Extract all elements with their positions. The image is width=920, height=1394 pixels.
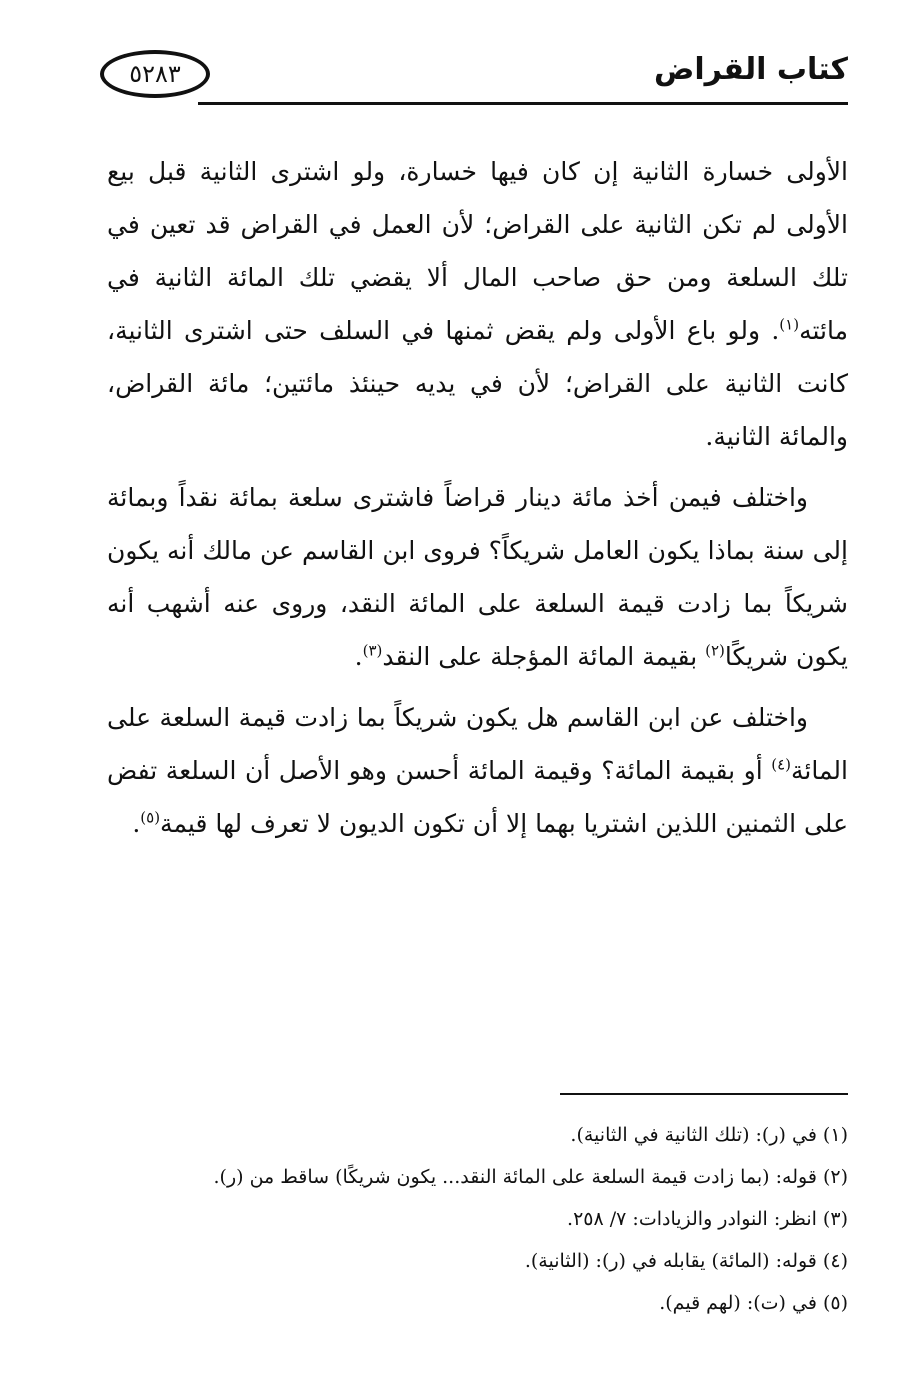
footnote-5: (٥) في (ت): (لهم قيم). (659, 1292, 848, 1314)
footnote-ref-2: (٢) (705, 641, 725, 660)
paragraph-2-text-a: واختلف فيمن أخذ مائة دينار قراضاً فاشترى سلعة بمائة نقداً وبمائة إلى سنة بماذا يكون العامل شريكاً؟ فروى ابن القاسم عن مالك أنه يكون شريكاً بما زادت قيمة السلعة على المائة النقد، وروى عنه أشهب أنه يكون شريكًا (107, 483, 848, 671)
footnote-ref-5: (٥) (140, 808, 161, 827)
main-text (107, 145, 848, 858)
footnote-1: (١) في (ر): (تلك الثانية في الثانية). (570, 1124, 848, 1146)
paragraph-3-text-b: أو بقيمة المائة؟ وقيمة المائة أحسن وهو الأصل أن السلعة تفض على الثمنين اللذين اشتريا بهما إلا أن تكون الديون لا تعرف لها قيمة (107, 756, 848, 838)
footnote-ref-3: (٣) (362, 641, 383, 660)
paragraph-2-text-b: بقيمة المائة المؤجلة على النقد (382, 642, 706, 671)
footnote-3: (٣) انظر: النوادر والزيادات: ٧/ ٢٥٨. (567, 1208, 848, 1230)
paragraph-3 (107, 691, 848, 850)
paragraph-2 (107, 471, 848, 683)
paragraph-1-text-b: . ولو باع الأولى ولم يقض ثمنها في السلف حتى اشترى الثانية، كانت الثانية على القراض؛ لأن في يديه حينئذ مائتين؛ مائة القراض، والمائة الثانية. (107, 316, 848, 451)
page-header (100, 44, 848, 124)
paragraph-3-text-c: . (132, 809, 141, 838)
paragraph-1-text-a: الأولى خسارة الثانية إن كان فيها خسارة، ولو اشترى الثانية قبل بيع الأولى لم تكن الثانية على القراض؛ لأن العمل في القراض قد تعين في تلك السلعة ومن حق صاحب المال ألا يقضي تلك المائة الثانية في مائته (107, 157, 848, 345)
paragraph-3-text-a: واختلف عن ابن القاسم هل يكون شريكاً بما زادت قيمة السلعة على المائة (107, 703, 848, 785)
page-number: ٥٢٨٣ (129, 60, 181, 88)
header-rule (198, 102, 848, 105)
footnotes (107, 1114, 848, 1324)
footnote-separator (560, 1093, 848, 1095)
footnote-ref-1: (١) (779, 315, 800, 334)
paragraph-2-text-c: . (354, 642, 363, 671)
footnote-2: (٢) قوله: (بما زادت قيمة السلعة على المائة النقد... يكون شريكًا) ساقط من (ر). (213, 1166, 848, 1188)
footnote-ref-4: (٤) (771, 755, 791, 774)
book-title: كتاب القراض (654, 52, 848, 87)
paragraph-1 (107, 145, 848, 463)
footnote-4: (٤) قوله: (المائة) يقابله في (ر): (الثانية). (524, 1250, 848, 1272)
page-number-badge (100, 50, 210, 98)
